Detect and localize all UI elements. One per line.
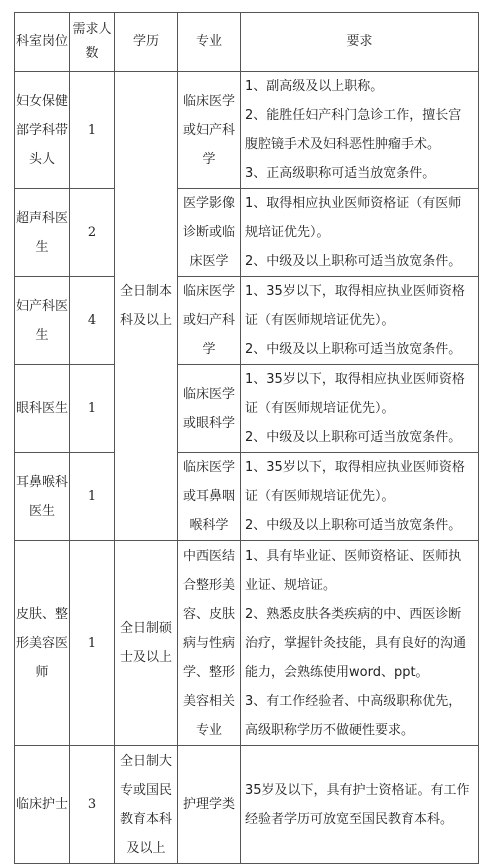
header-post: 科室岗位 [15,13,70,72]
req-line: 2、能胜任妇产科门急诊工作，擅长宫腹腔镜手术及妇科恶性肿瘤手术。 [245,108,462,152]
req-line: 2、中级及以上职称可适当放宽条件。 [245,342,462,357]
header-count: 需求人数 [70,13,115,72]
major-cell: 护理学类 [178,746,241,864]
major-cell: 临床医学或耳鼻咽喉科学 [178,453,241,541]
req-line: 2、中级及以上职称可适当放宽条件。 [245,518,462,533]
post-cell: 妇女保健部学科带头人 [15,72,70,189]
req-line: 1、35岁以下，取得相应执业医师资格证（有医师规培证优先）。 [245,284,465,328]
post-cell: 超声科医生 [15,189,70,277]
table-row [15,189,479,277]
header-row [15,13,479,72]
req-cell [241,453,479,541]
count-cell: 1 [70,541,115,746]
post-cell: 耳鼻喉科医生 [15,453,70,541]
req-cell [241,365,479,453]
major-cell: 临床医学或妇产科学 [178,277,241,365]
count-cell: 3 [70,746,115,864]
table-row [15,72,479,189]
req-line: 1、副高级及以上职称。 [245,79,384,94]
major-cell: 中西医结合整形美容、皮肤病与性病学、整形美容相关专业 [178,541,241,746]
table-row [15,453,479,541]
req-cell [241,277,479,365]
header-req: 要求 [241,13,479,72]
req-line: 2、熟悉皮肤各类疾病的中、西医诊断治疗，掌握针灸技能，具有良好的沟通能力，会熟练使用word、ppt。 [245,606,467,680]
post-cell: 眼科医生 [15,365,70,453]
major-cell: 临床医学或眼科学 [178,365,241,453]
table-row [15,541,479,746]
header-major: 专业 [178,13,241,72]
table-row [15,277,479,365]
edu-cell: 全日制大专或国民教育本科及以上 [115,746,178,864]
count-cell: 4 [70,277,115,365]
major-cell: 临床医学或妇产科学 [178,72,241,189]
post-cell: 临床护士 [15,746,70,864]
req-line: 2、中级及以上职称可适当放宽条件。 [245,254,462,269]
recruitment-table [14,12,479,864]
count-cell: 1 [70,453,115,541]
table-row [15,365,479,453]
count-cell: 1 [70,72,115,189]
edu-cell-shared: 全日制本科及以上 [115,72,178,541]
req-line: 3、有工作经验者、中高级职称优先，高级职称学历不做硬性要求。 [245,693,462,738]
req-line: 1、具有毕业证、医师资格证、医师执业证、规培证。 [245,548,462,593]
req-line: 1、取得相应执业医师资格证（有医师规培证优先）。 [245,196,462,240]
post-cell: 皮肤、整形美容医师 [15,541,70,746]
count-cell: 1 [70,365,115,453]
table-row [15,746,479,864]
req-line: 1、35岁以下，取得相应执业医师资格证（有医师规培证优先）。 [245,372,465,416]
major-cell: 医学影像诊断或临床医学 [178,189,241,277]
post-cell: 妇产科医生 [15,277,70,365]
req-line: 2、中级及以上职称可适当放宽条件。 [245,430,462,445]
req-line: 1、35岁以下，取得相应执业医师资格证（有医师规培证优先）。 [245,460,465,504]
req-cell [241,72,479,189]
req-line: 35岁及以下，具有护士资格证。有工作经验者学历可放宽至国民教育本科。 [245,782,470,827]
req-cell [241,541,479,746]
header-edu: 学历 [115,13,178,72]
req-line: 3、正高级职称可适当放宽条件。 [245,166,436,181]
req-cell [241,189,479,277]
req-cell [241,746,479,864]
edu-cell: 全日制硕士及以上 [115,541,178,746]
count-cell: 2 [70,189,115,277]
